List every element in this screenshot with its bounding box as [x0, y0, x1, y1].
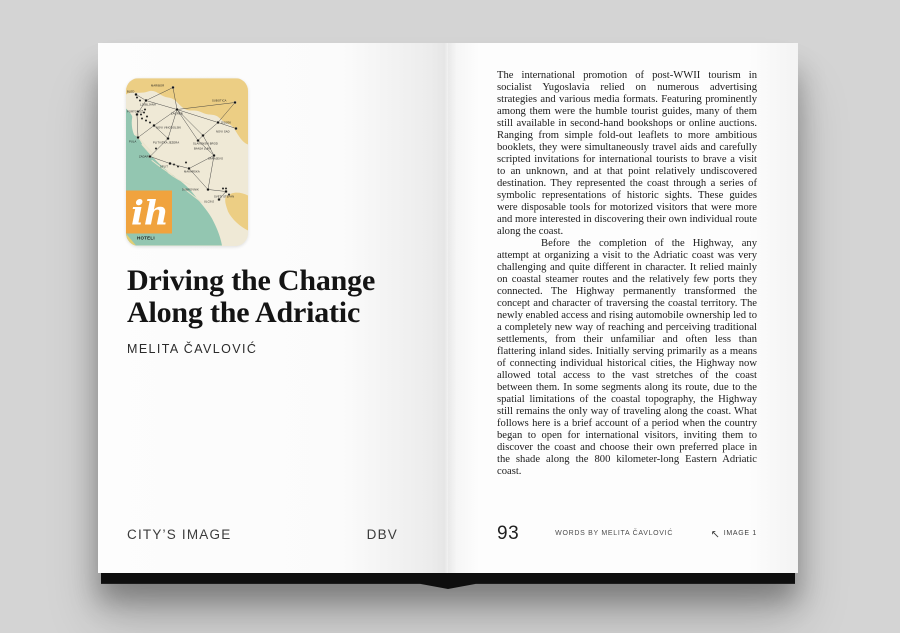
svg-text:SARAJEVO: SARAJEVO	[208, 157, 224, 161]
image-reference	[711, 530, 757, 538]
svg-text:NOVI VINODOLSKI: NOVI VINODOLSKI	[156, 126, 182, 130]
page-number: 93	[497, 523, 520, 544]
svg-text:ZAGREB: ZAGREB	[171, 112, 183, 116]
svg-text:BLED: BLED	[127, 90, 135, 94]
book-spread	[98, 43, 798, 573]
paragraph: Before the completion of the Highway, any attempt at organizing a visit to the Adriatic coast was very challenging and quite different in character. It relied mainly on coastal steamer routes and the relatively few ports they connected. The Highway permanently transformed the concept and character of traversing the coastal territory. The newly enabled access and rising automobile ownership led to a completely new way of reaching and perceiving traditional settlements, from their unfamiliar and often less than flattering inland sides. Initially serving primarily as a means of connecting individual historical cities, the Highway now allowed total access to the vast stretches of the coast between them. In some segments along its route, due to the spatial limitations of the coastal topography, the Highway still remains the only way of traveling along the coast. What follows here is a brief account of a period when the country began to open for international visitors, inviting them to discover the coast and choose their own preferred place in the shade along the 800 kilometer-long Eastern Adriatic coast.	[497, 238, 757, 477]
map-image	[126, 78, 248, 246]
article-title	[127, 265, 427, 329]
left-page	[98, 43, 448, 573]
footer-section-code: DBV	[366, 527, 398, 542]
map-svg	[126, 78, 248, 246]
title-line-1: Driving the Change	[127, 264, 376, 297]
right-page	[448, 43, 798, 573]
svg-text:SPLIT: SPLIT	[160, 165, 168, 169]
paragraph: The international promotion of post-WWII tourism in socialist Yugoslavia relied on numerous advertising strategies and various media formats. Featuring prominently among them were the humble tourist guides, many of them still available in second-hand bookshops or online auctions. Ranging from simple fold-out leaflets to more ambitious booklets, they were simultaneously travel aids and carefully scripted invitations for international tourists to brave a visit to an unknown, and at that point relatively undiscovered destination. They represented the coast through a series of symbolic representations of historic sights. These guides were disposable tools for motorized visitors that were more and more interested in discovering their own individual route along the coast.	[497, 70, 757, 237]
svg-text:NOVI SAD: NOVI SAD	[216, 130, 230, 134]
svg-text:SLAVONSKI BROD: SLAVONSKI BROD	[193, 142, 218, 146]
svg-text:SUBOTICA: SUBOTICA	[212, 99, 227, 103]
image-reference-label: IMAGE 1	[723, 530, 757, 537]
svg-text:LJUBLJANA: LJUBLJANA	[140, 103, 156, 107]
book-shadow-edge	[101, 573, 795, 589]
words-credit: WORDS BY MELITA ČAVLOVIĆ	[555, 530, 674, 537]
hotel-logo-caption: HOTELI	[137, 235, 155, 241]
svg-text:BANJA LUKA: BANJA LUKA	[194, 147, 212, 151]
svg-text:ZADAR: ZADAR	[139, 155, 149, 159]
right-page-footer	[497, 524, 757, 543]
article-body	[497, 70, 757, 478]
svg-text:ULCINJ: ULCINJ	[204, 200, 215, 204]
svg-text:DUBROVNIK: DUBROVNIK	[182, 188, 199, 192]
svg-text:PLITVIČKA JEZERA: PLITVIČKA JEZERA	[153, 141, 180, 145]
svg-text:SVETI STEFAN: SVETI STEFAN	[214, 195, 235, 199]
svg-text:MAKARSKA: MAKARSKA	[184, 170, 200, 174]
article-heading	[127, 265, 427, 356]
article-author: MELITA ČAVLOVIĆ	[127, 342, 258, 356]
title-line-2: Along the Adriatic	[127, 296, 361, 329]
svg-text:PORTOROŽ: PORTOROŽ	[127, 110, 143, 114]
svg-text:OSIJEK: OSIJEK	[221, 121, 232, 125]
hotel-logo-text: ih	[131, 193, 169, 234]
svg-text:MARIBOR: MARIBOR	[151, 84, 165, 88]
svg-text:PULA: PULA	[129, 140, 137, 144]
left-page-footer	[127, 527, 398, 542]
arrow-up-left-icon	[711, 530, 719, 538]
footer-magazine-title: CITY’S IMAGE	[127, 527, 232, 542]
